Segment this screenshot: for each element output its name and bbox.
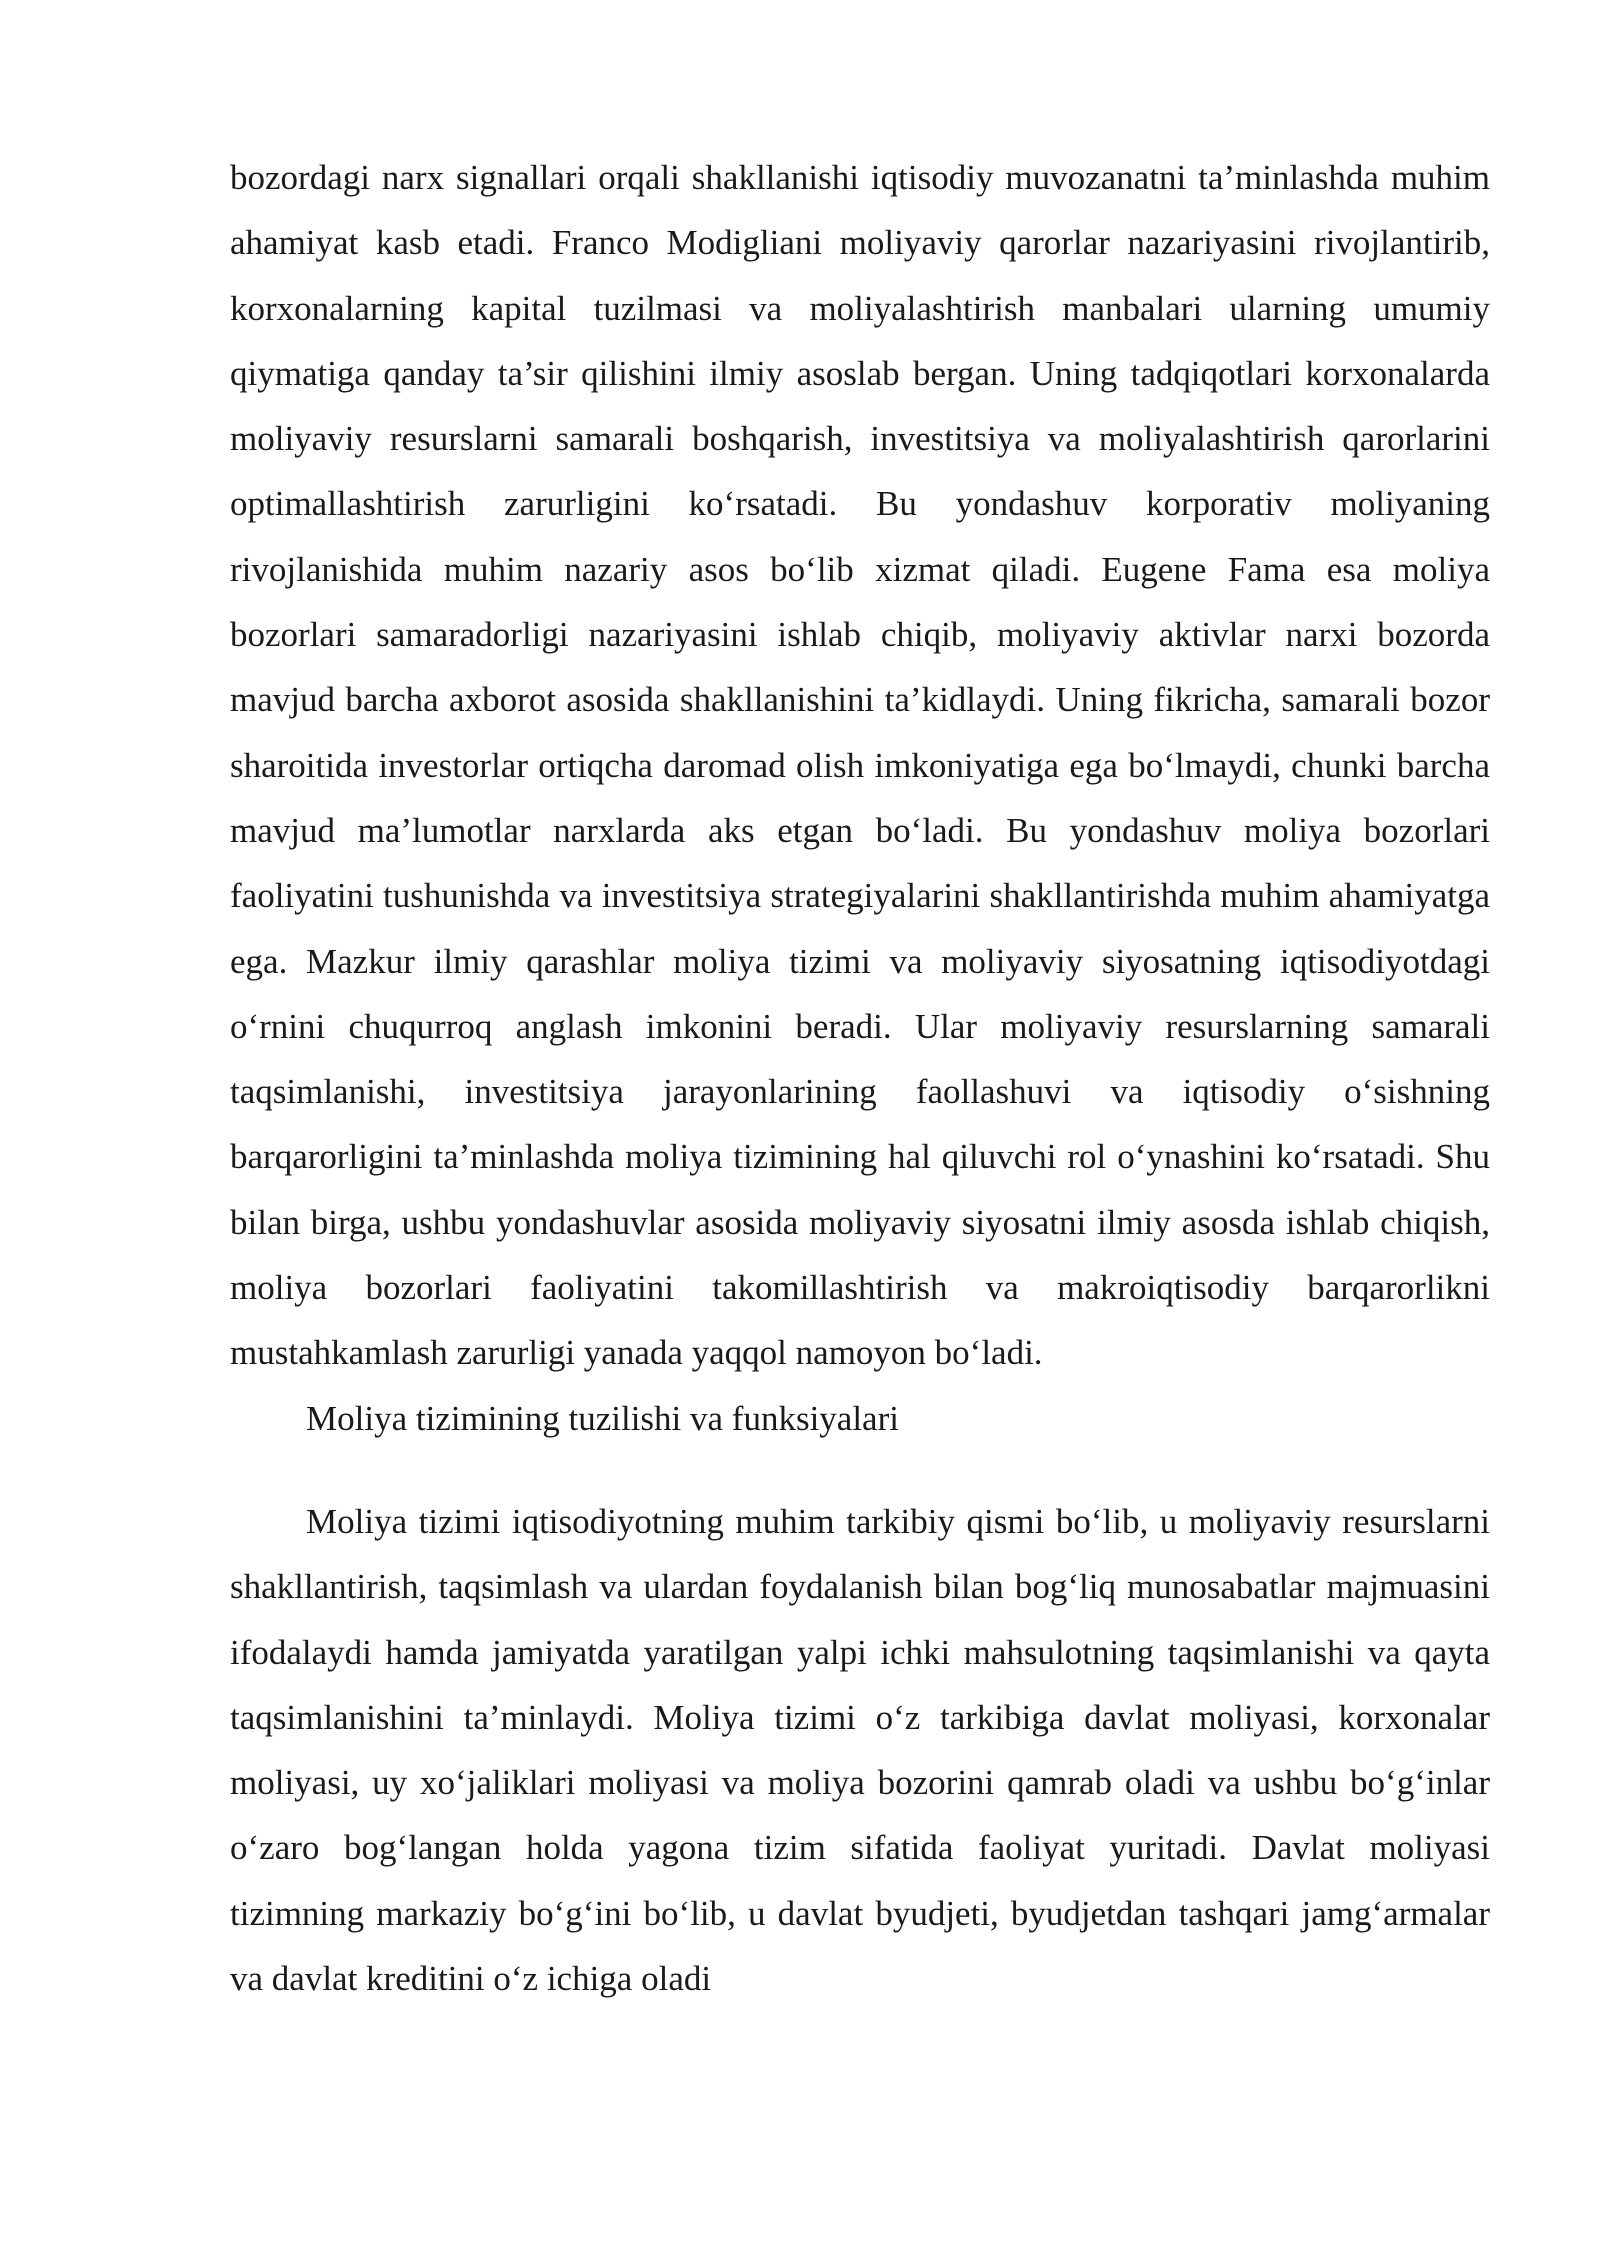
document-page: [230, 145, 1490, 2011]
section-heading: Moliya tizimining tuzilishi va funksiyalari: [306, 1398, 899, 1438]
body-paragraph-continued: Moliya tizimi iqtisodiyotning muhim tarkibiy qismi bo‘lib, u moliyaviy resurslarni shakllantirish, taqsimlash va ulardan foydalanish bilan bog‘liq munosabatlar majmuasini ifodalaydi hamda jamiyatda yaratilgan yalpi ichki mahsulotning taqsimlanishi va qayta taqsimlanishini ta’minlaydi. Moliya tizimi o‘z tarkibiga davlat moliyasi, korxonalar moliyasi, uy xo‘jaliklari moliyasi va moliya bozorini qamrab oladi va ushbu bo‘g‘inlar o‘zaro bog‘langan holda yagona tizim sifatida faoliyat yuritadi. Davlat moliyasi tizimning markaziy bo‘g‘ini bo‘lib, u davlat byudjeti, byudjetdan tashqari jamg‘armalar va davlat kreditini o‘z ichiga oladi: [230, 1501, 1490, 1999]
body-paragraph: bozordagi narx signallari orqali shakllanishi iqtisodiy muvozanatni ta’minlashda muhim ahamiyat kasb etadi. Franco Modigliani moliyaviy qarorlar nazariyasini rivojlantirib, korxonalarning kapital tuzilmasi va moliyalashtirish manbalari ularning umumiy qiymatiga qanday ta’sir qilishini ilmiy asoslab bergan. Uning tadqiqotlari korxonalarda moliyaviy resurslarni samarali boshqarish, investitsiya va moliyalashtirish qarorlarini optimallashtirish zarurligini ko‘rsatadi. Bu yondashuv korporativ moliyaning rivojlanishida muhim nazariy asos bo‘lib xizmat qiladi. Eugene Fama esa moliya bozorlari samaradorligi nazariyasini ishlab chiqib, moliyaviy aktivlar narxi bozorda mavjud barcha axborot asosida shakllanishini ta’kidlaydi. Uning fikricha, samarali bozor sharoitida investorlar ortiqcha daromad olish imkoniyatiga ega bo‘lmaydi, chunki barcha mavjud ma’lumotlar narxlarda aks etgan bo‘ladi. Bu yondashuv moliya bozorlari faoliyatini tushunishda va investitsiya strategiyalarini shakllantirishda muhim ahamiyatga ega. Mazkur ilmiy qarashlar moliya tizimi va moliyaviy siyosatning iqtisodiyotdagi o‘rnini chuqurroq anglash imkonini beradi. Ular moliyaviy resurslarning samarali taqsimlanishi, investitsiya jarayonlarining faollashuvi va iqtisodiy o‘sishning barqarorligini ta’minlashda moliya tizimining hal qiluvchi rol o‘ynashini ko‘rsatadi. Shu bilan birga, ushbu yondashuvlar asosida moliyaviy siyosatni ilmiy asosda ishlab chiqish, moliya bozorlari faoliyatini takomillashtirish va makroiqtisodiy barqarorlikni mustahkamlash zarurligi yanada yaqqol namoyon bo‘ladi.: [230, 158, 1490, 1373]
spacer: [230, 1451, 1490, 1489]
